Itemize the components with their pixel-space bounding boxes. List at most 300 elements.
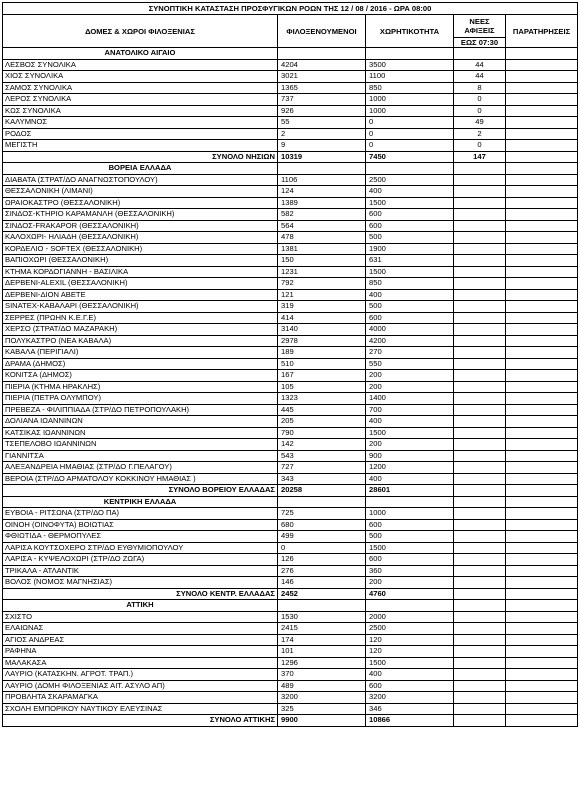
hosted-value: 1381 [278, 243, 366, 255]
arrivals-value: 0 [454, 140, 506, 152]
hosted-value: 121 [278, 289, 366, 301]
table-row [3, 220, 578, 232]
hosted-value: 2 [278, 128, 366, 140]
capacity-value: 900 [366, 450, 454, 462]
notes-value [506, 105, 578, 117]
table-row [3, 174, 578, 186]
facility-name: ΠΙΕΡΙΑ (ΠΕΤΡΑ ΟΛΥΜΠΟΥ) [3, 393, 278, 405]
arrivals-value [454, 462, 506, 474]
arrivals-value [454, 209, 506, 221]
hosted-value: 727 [278, 462, 366, 474]
hosted-value: 325 [278, 703, 366, 715]
notes-value [506, 531, 578, 543]
arrivals-value [454, 531, 506, 543]
hosted-value: 1231 [278, 266, 366, 278]
capacity-value: 200 [366, 381, 454, 393]
header-capacity: ΧΩΡΗΤΙΚΟΤΗΤΑ [366, 15, 454, 48]
notes-value [506, 473, 578, 485]
total-capacity: 7450 [366, 151, 454, 163]
arrivals-value [454, 404, 506, 416]
table-row [3, 703, 578, 715]
notes-value [506, 508, 578, 520]
hosted-value: 205 [278, 416, 366, 428]
notes-value [506, 519, 578, 531]
notes-value [506, 266, 578, 278]
table-row [3, 358, 578, 370]
capacity-value: 400 [366, 289, 454, 301]
arrivals-value: 8 [454, 82, 506, 94]
capacity-value: 700 [366, 404, 454, 416]
notes-value [506, 220, 578, 232]
facility-name: ΚΑΤΣΙΚΑΣ ΙΩΑΝΝΙΝΩΝ [3, 427, 278, 439]
capacity-value: 600 [366, 312, 454, 324]
arrivals-value [454, 347, 506, 359]
hosted-value: 370 [278, 669, 366, 681]
total-capacity: 28601 [366, 485, 454, 497]
facility-name: ΘΕΣΣΑΛΟΝΙΚΗ (ΛΙΜΑΝΙ) [3, 186, 278, 198]
arrivals-value: 44 [454, 71, 506, 83]
capacity-value: 120 [366, 646, 454, 658]
table-row [3, 439, 578, 451]
table-row [3, 105, 578, 117]
table-row [3, 542, 578, 554]
capacity-value: 500 [366, 301, 454, 313]
notes-value [506, 117, 578, 129]
header-arrivals: ΝΕΕΣ ΑΦΙΞΕΙΣ [454, 15, 506, 38]
facility-name: ΒΑΠΙΟΧΩΡΙ (ΘΕΣΣΑΛΟΝΙΚΗ) [3, 255, 278, 267]
arrivals-value [454, 381, 506, 393]
hosted-value: 124 [278, 186, 366, 198]
notes-value [506, 358, 578, 370]
arrivals-value [454, 416, 506, 428]
table-row [3, 370, 578, 382]
hosted-value: 737 [278, 94, 366, 106]
hosted-value: 414 [278, 312, 366, 324]
facility-name: ΣΕΡΡΕΣ (ΠΡΩΗΝ Κ.Ε.Γ.Ε) [3, 312, 278, 324]
arrivals-value [454, 439, 506, 451]
notes-value [506, 623, 578, 635]
arrivals-value [454, 669, 506, 681]
capacity-value: 850 [366, 278, 454, 290]
arrivals-value [454, 197, 506, 209]
header-arrivals-sub: ΕΩΣ 07:30 [454, 38, 506, 48]
notes-value [506, 404, 578, 416]
capacity-value: 600 [366, 519, 454, 531]
facility-name: ΕΛΑΙΩΝΑΣ [3, 623, 278, 635]
arrivals-value [454, 393, 506, 405]
table-row [3, 128, 578, 140]
arrivals-value [454, 623, 506, 635]
facility-name: ΣΙΝΔΟΣ-ΚΤΗΡΙΟ ΚΑΡΑΜΑΝΛΗ (ΘΕΣΣΑΛΟΝΙΚΗ) [3, 209, 278, 221]
facility-name: ΣΑΜΟΣ ΣΥΝΟΛΙΚΑ [3, 82, 278, 94]
capacity-value: 1400 [366, 393, 454, 405]
table-row [3, 657, 578, 669]
region-arrivals-empty [454, 496, 506, 508]
hosted-value: 174 [278, 634, 366, 646]
table-row [3, 94, 578, 106]
table-row [3, 554, 578, 566]
table-row [3, 519, 578, 531]
notes-value [506, 82, 578, 94]
arrivals-value [454, 519, 506, 531]
notes-value [506, 209, 578, 221]
hosted-value: 790 [278, 427, 366, 439]
total-notes [506, 485, 578, 497]
capacity-value: 400 [366, 669, 454, 681]
hosted-value: 146 [278, 577, 366, 589]
notes-value [506, 646, 578, 658]
hosted-value: 792 [278, 278, 366, 290]
total-arrivals [454, 588, 506, 600]
capacity-value: 1200 [366, 462, 454, 474]
total-arrivals [454, 715, 506, 727]
table-row [3, 140, 578, 152]
hosted-value: 189 [278, 347, 366, 359]
facility-name: ΚΩΣ ΣΥΝΟΛΙΚΑ [3, 105, 278, 117]
capacity-value: 2000 [366, 611, 454, 623]
hosted-value: 101 [278, 646, 366, 658]
arrivals-value [454, 186, 506, 198]
facility-name: ΡΟΔΟΣ [3, 128, 278, 140]
region-name: ΚΕΝΤΡΙΚΗ ΕΛΛΑΔΑ [3, 496, 278, 508]
table-row [3, 301, 578, 313]
notes-value [506, 140, 578, 152]
hosted-value: 319 [278, 301, 366, 313]
hosted-value: 564 [278, 220, 366, 232]
facility-name: ΛΑΥΡΙΟ (ΔΟΜΗ ΦΙΛΟΞΕΝΙΑΣ ΑΙΤ. ΑΣΥΛΟ ΑΠ) [3, 680, 278, 692]
region-capacity-empty [366, 496, 454, 508]
region-hosted-empty [278, 163, 366, 175]
capacity-value: 3500 [366, 59, 454, 71]
region-hosted-empty [278, 600, 366, 612]
capacity-value: 360 [366, 565, 454, 577]
capacity-value: 600 [366, 220, 454, 232]
total-hosted: 10319 [278, 151, 366, 163]
region-total-row [3, 715, 578, 727]
report-title: ΣΥΝΟΠΤΙΚΗ ΚΑΤΑΣΤΑΣΗ ΠΡΟΣΦΥΓΙΚΩΝ ΡΟΩΝ ΤΗΣ 12 / 08 / 2016 - ΩΡΑ 08:00 [3, 3, 578, 15]
facility-name: ΔΡΑΜΑ (ΔΗΜΟΣ) [3, 358, 278, 370]
capacity-value: 4200 [366, 335, 454, 347]
capacity-value: 346 [366, 703, 454, 715]
capacity-value: 1000 [366, 105, 454, 117]
hosted-value: 276 [278, 565, 366, 577]
hosted-value: 1530 [278, 611, 366, 623]
arrivals-value [454, 243, 506, 255]
table-row [3, 117, 578, 129]
report-table [2, 2, 578, 727]
table-row [3, 232, 578, 244]
table-row [3, 473, 578, 485]
region-arrivals-empty [454, 48, 506, 60]
capacity-value: 1500 [366, 266, 454, 278]
hosted-value: 126 [278, 554, 366, 566]
arrivals-value: 49 [454, 117, 506, 129]
total-hosted: 20258 [278, 485, 366, 497]
table-row [3, 82, 578, 94]
capacity-value: 2500 [366, 623, 454, 635]
table-row [3, 197, 578, 209]
region-notes-empty [506, 496, 578, 508]
facility-name: ΡΑΦΗΝΑ [3, 646, 278, 658]
notes-value [506, 312, 578, 324]
hosted-value: 1106 [278, 174, 366, 186]
table-row [3, 623, 578, 635]
capacity-value: 0 [366, 128, 454, 140]
hosted-value: 543 [278, 450, 366, 462]
capacity-value: 631 [366, 255, 454, 267]
hosted-value: 167 [278, 370, 366, 382]
capacity-value: 600 [366, 209, 454, 221]
notes-value [506, 94, 578, 106]
total-label: ΣΥΝΟΛΟ ΝΗΣΙΩΝ [3, 151, 278, 163]
table-row [3, 531, 578, 543]
total-notes [506, 151, 578, 163]
capacity-value: 400 [366, 473, 454, 485]
region-notes-empty [506, 163, 578, 175]
notes-value [506, 174, 578, 186]
notes-value [506, 634, 578, 646]
table-row [3, 646, 578, 658]
capacity-value: 3200 [366, 692, 454, 704]
facility-name: ΣΙΝΔΟΣ-FRAKAPOR (ΘΕΣΣΑΛΟΝΙΚΗ) [3, 220, 278, 232]
notes-value [506, 289, 578, 301]
capacity-value: 500 [366, 531, 454, 543]
capacity-value: 0 [366, 117, 454, 129]
notes-value [506, 381, 578, 393]
capacity-value: 600 [366, 680, 454, 692]
table-row [3, 634, 578, 646]
notes-value [506, 565, 578, 577]
table-row [3, 335, 578, 347]
notes-value [506, 186, 578, 198]
facility-name: ΩΡΑΙΟΚΑΣΤΡΟ (ΘΕΣΣΑΛΟΝΙΚΗ) [3, 197, 278, 209]
table-row [3, 312, 578, 324]
facility-name: ΤΡΙΚΑΛΑ - ΑΤΛΑΝΤΙΚ [3, 565, 278, 577]
arrivals-value [454, 324, 506, 336]
notes-value [506, 278, 578, 290]
facility-name: ΚΤΗΜΑ ΚΟΡΔΟΓΙΑΝΝΗ - ΒΑΣΙΛΙΚΑ [3, 266, 278, 278]
capacity-value: 120 [366, 634, 454, 646]
table-row [3, 381, 578, 393]
hosted-value: 3140 [278, 324, 366, 336]
table-row [3, 404, 578, 416]
facility-name: ΑΛΕΞΑΝΔΡΕΙΑ ΗΜΑΘΙΑΣ (ΣΤΡ/ΔΟ Γ.ΠΕΛΑΓΟΥ) [3, 462, 278, 474]
notes-value [506, 657, 578, 669]
facility-name: ΚΑΒΑΛΑ (ΠΕΡΙΓΙΑΛΙ) [3, 347, 278, 359]
hosted-value: 343 [278, 473, 366, 485]
arrivals-value [454, 657, 506, 669]
arrivals-value [454, 646, 506, 658]
notes-value [506, 335, 578, 347]
notes-value [506, 692, 578, 704]
arrivals-value [454, 301, 506, 313]
region-arrivals-empty [454, 600, 506, 612]
notes-value [506, 128, 578, 140]
region-header-row [3, 163, 578, 175]
region-capacity-empty [366, 48, 454, 60]
facility-name: ΧΙΟΣ ΣΥΝΟΛΙΚΑ [3, 71, 278, 83]
facility-name: ΓΙΑΝΝΙΤΣΑ [3, 450, 278, 462]
hosted-value: 105 [278, 381, 366, 393]
facility-name: ΠΡΟΒΛΗΤΑ ΣΚΑΡΑΜΑΓΚΑ [3, 692, 278, 704]
hosted-value: 9 [278, 140, 366, 152]
notes-value [506, 611, 578, 623]
facility-name: ΒΟΛΟΣ (ΝΟΜΟΣ ΜΑΓΝΗΣΙΑΣ) [3, 577, 278, 589]
notes-value [506, 347, 578, 359]
capacity-value: 400 [366, 186, 454, 198]
arrivals-value [454, 565, 506, 577]
arrivals-value [454, 692, 506, 704]
capacity-value: 400 [366, 416, 454, 428]
capacity-value: 2500 [366, 174, 454, 186]
hosted-value: 0 [278, 542, 366, 554]
hosted-value: 55 [278, 117, 366, 129]
facility-name: ΜΑΛΑΚΑΣΑ [3, 657, 278, 669]
region-total-row [3, 151, 578, 163]
facility-name: ΣΧΙΣΤΟ [3, 611, 278, 623]
arrivals-value [454, 473, 506, 485]
table-row [3, 266, 578, 278]
facility-name: ΚΟΝΙΤΣΑ (ΔΗΜΟΣ) [3, 370, 278, 382]
region-header-row [3, 48, 578, 60]
table-row [3, 255, 578, 267]
table-row [3, 462, 578, 474]
table-row [3, 71, 578, 83]
hosted-value: 582 [278, 209, 366, 221]
notes-value [506, 370, 578, 382]
capacity-value: 1000 [366, 508, 454, 520]
arrivals-value [454, 634, 506, 646]
table-row [3, 416, 578, 428]
total-arrivals [454, 485, 506, 497]
facility-name: ΛΑΡΙΣΑ ΚΟΥΤΣΟΧΕΡΟ ΣΤΡ/ΔΟ ΕΥΘΥΜΙΟΠΟΥΛΟΥ [3, 542, 278, 554]
hosted-value: 2415 [278, 623, 366, 635]
facility-name: ΠΟΛΥΚΑΣΤΡΟ (ΝΕΑ ΚΑΒΑΛΑ) [3, 335, 278, 347]
notes-value [506, 324, 578, 336]
capacity-value: 500 [366, 232, 454, 244]
hosted-value: 1296 [278, 657, 366, 669]
capacity-value: 1900 [366, 243, 454, 255]
region-notes-empty [506, 48, 578, 60]
notes-value [506, 232, 578, 244]
notes-value [506, 554, 578, 566]
facility-name: ΛΑΥΡΙΟ (ΚΑΤΑΣΚΗΝ. ΑΓΡΟΤ. ΤΡΑΠ.) [3, 669, 278, 681]
table-row [3, 393, 578, 405]
region-name: ΑΤΤΙΚΗ [3, 600, 278, 612]
total-arrivals: 147 [454, 151, 506, 163]
table-row [3, 508, 578, 520]
total-label: ΣΥΝΟΛΟ ΚΕΝΤΡ. ΕΛΛΑΔΑΣ [3, 588, 278, 600]
notes-value [506, 71, 578, 83]
hosted-value: 680 [278, 519, 366, 531]
capacity-value: 1500 [366, 542, 454, 554]
arrivals-value: 2 [454, 128, 506, 140]
notes-value [506, 243, 578, 255]
region-capacity-empty [366, 163, 454, 175]
table-row [3, 59, 578, 71]
region-header-row [3, 600, 578, 612]
notes-value [506, 669, 578, 681]
arrivals-value: 44 [454, 59, 506, 71]
arrivals-value [454, 611, 506, 623]
table-row [3, 427, 578, 439]
table-row [3, 289, 578, 301]
table-row [3, 669, 578, 681]
facility-name: ΣΧΟΛΗ ΕΜΠΟΡΙΚΟΥ ΝΑΥΤΙΚΟΥ ΕΛΕΥΣΙΝΑΣ [3, 703, 278, 715]
facility-name: ΔΙΑΒΑΤΑ (ΣΤΡΑΤ/ΔΟ ΑΝΑΓΝΩΣΤΟΠΟΥΛΟΥ) [3, 174, 278, 186]
capacity-value: 1100 [366, 71, 454, 83]
arrivals-value [454, 232, 506, 244]
arrivals-value [454, 289, 506, 301]
capacity-value: 1500 [366, 657, 454, 669]
total-label: ΣΥΝΟΛΟ ΑΤΤΙΚΗΣ [3, 715, 278, 727]
hosted-value: 478 [278, 232, 366, 244]
hosted-value: 510 [278, 358, 366, 370]
facility-name: ΛΕΡΟΣ ΣΥΝΟΛΙΚΑ [3, 94, 278, 106]
notes-value [506, 393, 578, 405]
facility-name: ΠΙΕΡΙΑ (ΚΤΗΜΑ ΗΡΑΚΛΗΣ) [3, 381, 278, 393]
arrivals-value [454, 255, 506, 267]
notes-value [506, 197, 578, 209]
capacity-value: 270 [366, 347, 454, 359]
hosted-value: 725 [278, 508, 366, 520]
arrivals-value [454, 427, 506, 439]
capacity-value: 1500 [366, 427, 454, 439]
arrivals-value [454, 508, 506, 520]
region-capacity-empty [366, 600, 454, 612]
capacity-value: 1000 [366, 94, 454, 106]
arrivals-value [454, 450, 506, 462]
header-notes: ΠΑΡΑΤΗΡΗΣΕΙΣ [506, 15, 578, 48]
arrivals-value [454, 370, 506, 382]
total-capacity: 10866 [366, 715, 454, 727]
notes-value [506, 542, 578, 554]
arrivals-value [454, 174, 506, 186]
table-row [3, 347, 578, 359]
capacity-value: 600 [366, 554, 454, 566]
region-name: ΒΟΡΕΙΑ ΕΛΛΑΔΑ [3, 163, 278, 175]
total-hosted: 2452 [278, 588, 366, 600]
hosted-value: 3021 [278, 71, 366, 83]
facility-name: ΚΑΛΟΧΩΡΙ- ΗΛΙΑΔΗ (ΘΕΣΣΑΛΟΝΙΚΗ) [3, 232, 278, 244]
arrivals-value: 0 [454, 94, 506, 106]
table-row [3, 565, 578, 577]
hosted-value: 1323 [278, 393, 366, 405]
arrivals-value [454, 220, 506, 232]
header-facility: ΔΟΜΕΣ & ΧΩΡΟΙ ΦΙΛΟΞΕΝΙΑΣ [3, 15, 278, 48]
hosted-value: 445 [278, 404, 366, 416]
total-label: ΣΥΝΟΛΟ ΒΟΡΕΙΟΥ ΕΛΛΑΔΑΣ [3, 485, 278, 497]
hosted-value: 3200 [278, 692, 366, 704]
capacity-value: 0 [366, 140, 454, 152]
arrivals-value [454, 680, 506, 692]
table-row [3, 324, 578, 336]
arrivals-value [454, 278, 506, 290]
facility-name: ΔΟΛΙΑΝΑ ΙΩΑΝΝΙΝΩΝ [3, 416, 278, 428]
notes-value [506, 255, 578, 267]
table-row [3, 692, 578, 704]
arrivals-value [454, 312, 506, 324]
table-row [3, 450, 578, 462]
hosted-value: 2978 [278, 335, 366, 347]
region-hosted-empty [278, 496, 366, 508]
arrivals-value [454, 542, 506, 554]
hosted-value: 499 [278, 531, 366, 543]
arrivals-value [454, 358, 506, 370]
header-hosted: ΦΙΛΟΞΕΝΟΥΜΕΝΟΙ [278, 15, 366, 48]
facility-name: ΛΕΣΒΟΣ ΣΥΝΟΛΙΚΑ [3, 59, 278, 71]
capacity-value: 1500 [366, 197, 454, 209]
